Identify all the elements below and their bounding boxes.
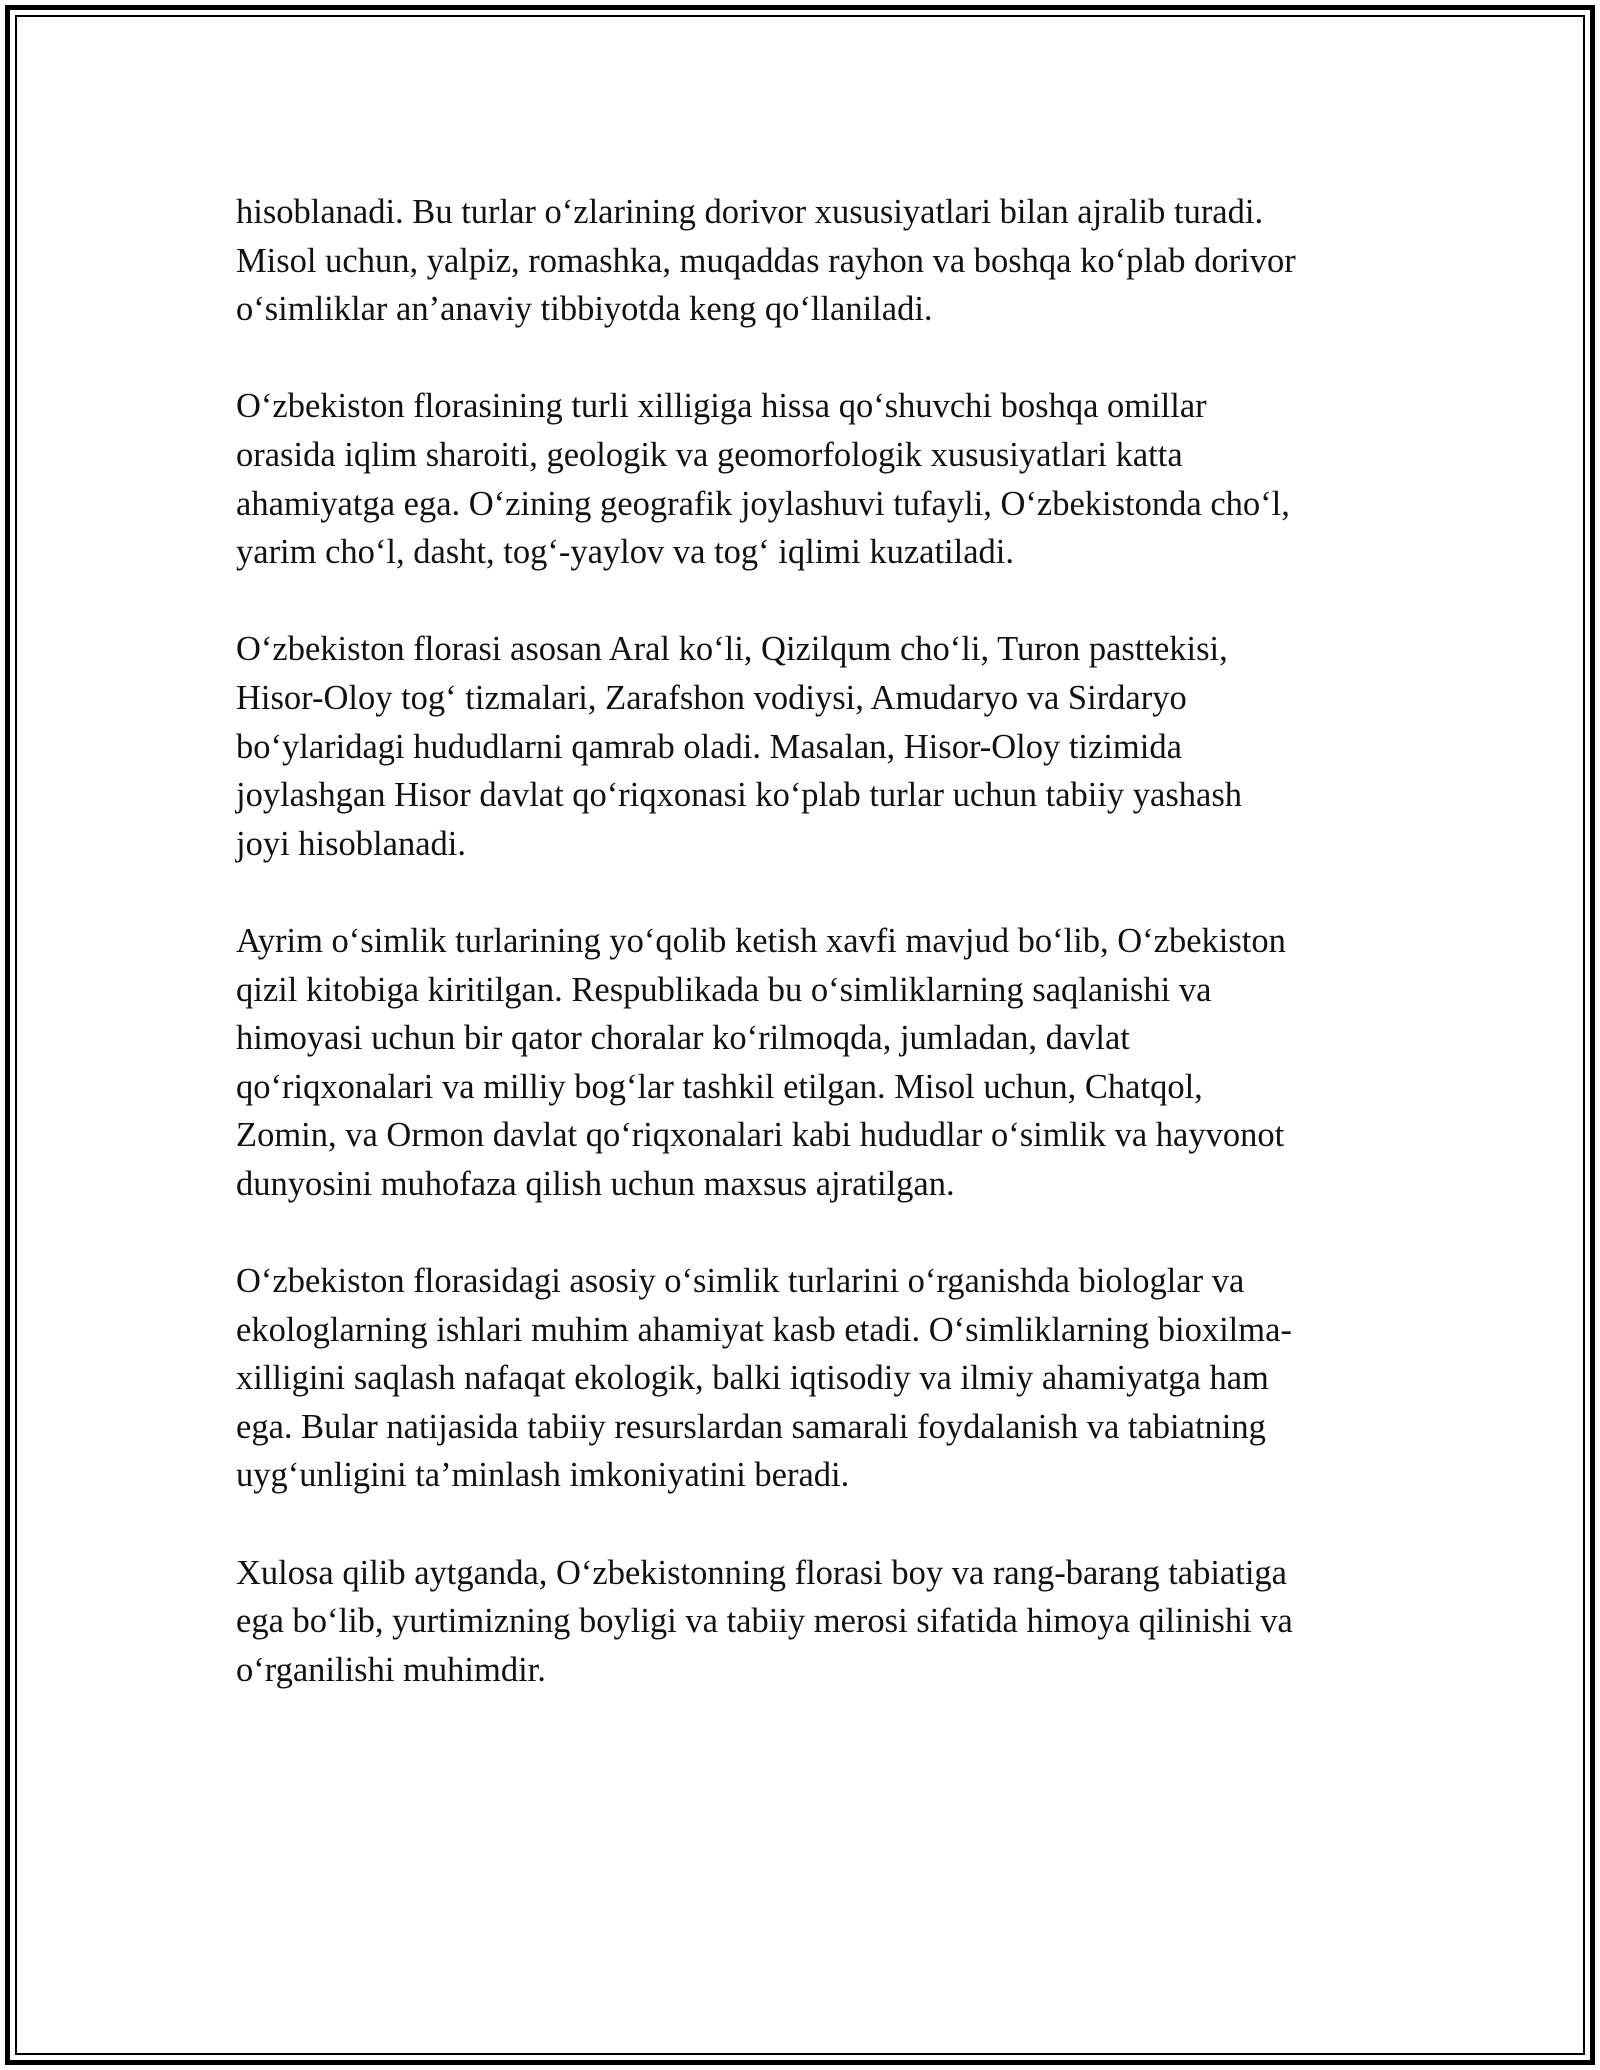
paragraph-research-importance: O‘zbekiston florasidagi asosiy o‘simlik turlarini o‘rganishda biologlar va ekologlarning ishlari muhim ahamiyat kasb etadi. O‘simliklarning bioxilma- xilligini saqlash nafaqat ekologik, balki iqtisodiy va ilmiy ahamiyatga ham ega. Bular natijasida tabiiy resurslardan samarali foydalanish va tabiatning uyg‘unligini ta’minlash imkoniyatini beradi. bbox=[236, 1262, 1292, 1495]
paragraph-climate-factors: O‘zbekiston florasining turli xilligiga hissa qo‘shuvchi boshqa omillar orasida iqlim sharoiti, geologik va geomorfologik xususiyatlari katta ahamiyatga ega. O‘zining geografik joylashuvi tufayli, O‘zbekistonda cho‘l, yarim cho‘l, dasht, tog‘-yaylov va tog‘ iqlimi kuzatiladi. bbox=[236, 387, 1290, 572]
paragraph-endangered-species: Ayrim o‘simlik turlarining yo‘qolib ketish xavfi mavjud bo‘lib, O‘zbekiston qizil kitobiga kiritilgan. Respublikada bu o‘simliklarning saqlanishi va himoyasi uchun bir qator choralar ko‘rilmoqda, jumladan, davlat qo‘riqxonalari va milliy bog‘lar tashkil etilgan. Misol uchun, Chatqol, Zomin, va Ormon davlat qo‘riqxonalari kabi hududlar o‘simlik va hayvonot dunyosini muhofaza qilish uchun maxsus ajratilgan. bbox=[236, 921, 1286, 1203]
paragraph-conclusion: Xulosa qilib aytganda, O‘zbekistonning florasi boy va rang-barang tabiatiga ega bo‘lib, yurtimizning boyligi va tabiiy merosi sifatida himoya qilinishi va o‘rganilishi muhimdir. bbox=[236, 1553, 1293, 1689]
paragraph-flora-regions: O‘zbekiston florasi asosan Aral ko‘li, Qizilqum cho‘li, Turon pasttekisi, Hisor-Oloy tog‘ tizmalari, Zarafshon vodiysi, Amudaryo va Sirdaryo bo‘ylaridagi hududlarni qamrab oladi. Masalan, Hisor-Oloy tizimida joylashgan Hisor davlat qo‘riqxonasi ko‘plab turlar uchun tabiiy yashash joyi hisoblanadi. bbox=[236, 630, 1243, 863]
paragraph-medicinal-plants: hisoblanadi. Bu turlar o‘zlarining dorivor xususiyatlari bilan ajralib turadi. Misol uchun, yalpiz, romashka, muqaddas rayhon va boshqa ko‘plab dorivor o‘simliklar an’anaviy tibbiyotda keng qo‘llaniladi. bbox=[236, 193, 1296, 329]
document-body bbox=[236, 188, 1376, 1743]
